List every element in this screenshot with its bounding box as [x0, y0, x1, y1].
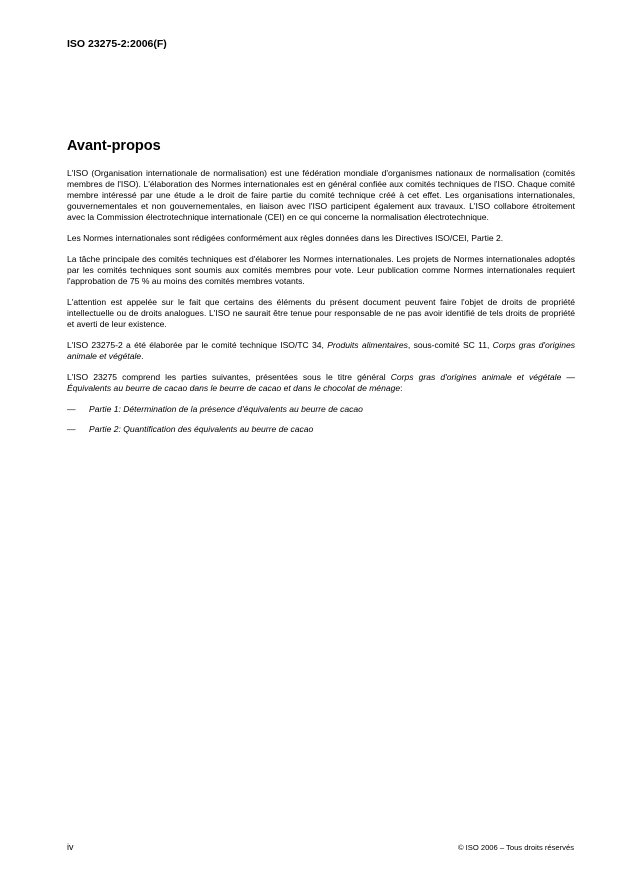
list-dash: — [67, 404, 76, 414]
paragraph-parts-intro [67, 372, 575, 394]
paragraph-organisation: L'ISO (Organisation internationale de normalisation) est une fédération mondiale d'organismes nationaux de normalisation (comités membres de l'ISO). L'élaboration des Normes internationales est en général confiée aux comités techniques de l'ISO. Chaque comité membre intéressé par une étude a le droit de faire partie du comité technique créé à cet effet. Les organisations internationales, gouvernementales et non gouvernementales, en liaison avec l'ISO participent également aux travaux. L'ISO collabore étroitement avec la Commission électrotechnique internationale (CEI) en ce qui concerne la normalisation électrotechnique. [67, 168, 575, 222]
paragraph-prepared-by [67, 340, 575, 362]
general-title: Corps gras d'origines animale et végétale — Équivalents au beurre de cacao dans le beurre de cacao et dans le chocolat de ménage [67, 372, 575, 393]
paragraph-patent-rights: L'attention est appelée sur le fait que certains des éléments du présent document peuvent faire l'objet de droits de propriété intellectuelle ou de droits analogues. L'ISO ne saurait être tenue pour responsable de ne pas avoir identifié de tels droits de propriété et averti de leur existence. [67, 297, 575, 329]
paragraph-directives: Les Normes internationales sont rédigées conformément aux règles données dans les Directives ISO/CEI, Partie 2. [67, 233, 504, 243]
copyright-notice: © ISO 2006 – Tous droits réservés [457, 843, 574, 852]
committee-name: Produits alimentaires [327, 340, 408, 350]
section-title: Avant-propos [67, 138, 161, 154]
subcommittee-name: Corps gras d'origines animale et végétale [67, 340, 575, 361]
part-label: Partie 1: Détermination de la présence d'équivalents au beurre de cacao [89, 404, 363, 414]
prepared-by-text-3: . [141, 351, 144, 361]
foreword-section [67, 138, 575, 444]
prepared-by-text-1: L'ISO 23275-2 a été élaborée par le comité technique ISO/TC 34, [67, 340, 328, 350]
prepared-by-text-2: , sous-comité SC 11, [407, 340, 493, 350]
list-item [67, 404, 575, 415]
parts-intro-text-1: L'ISO 23275 comprend les parties suivantes, présentées sous le titre général [67, 372, 391, 382]
page-number: iv [67, 842, 74, 852]
parts-list [67, 404, 575, 435]
parts-intro-text-2: : [400, 383, 403, 393]
document-code: ISO 23275-2:2006(F) [67, 38, 167, 50]
paragraph-technical-committees: La tâche principale des comités techniques est d'élaborer les Normes internationales. Les projets de Normes internationales adoptés par les comités techniques sont soumis aux comités membres pour vote. Leur publication comme Normes internationales requiert l'approbation de 75 % au moins des comités membres votants. [67, 254, 575, 286]
list-dash: — [67, 424, 76, 434]
list-item [67, 424, 575, 435]
part-label: Partie 2: Quantification des équivalents au beurre de cacao [89, 424, 314, 434]
